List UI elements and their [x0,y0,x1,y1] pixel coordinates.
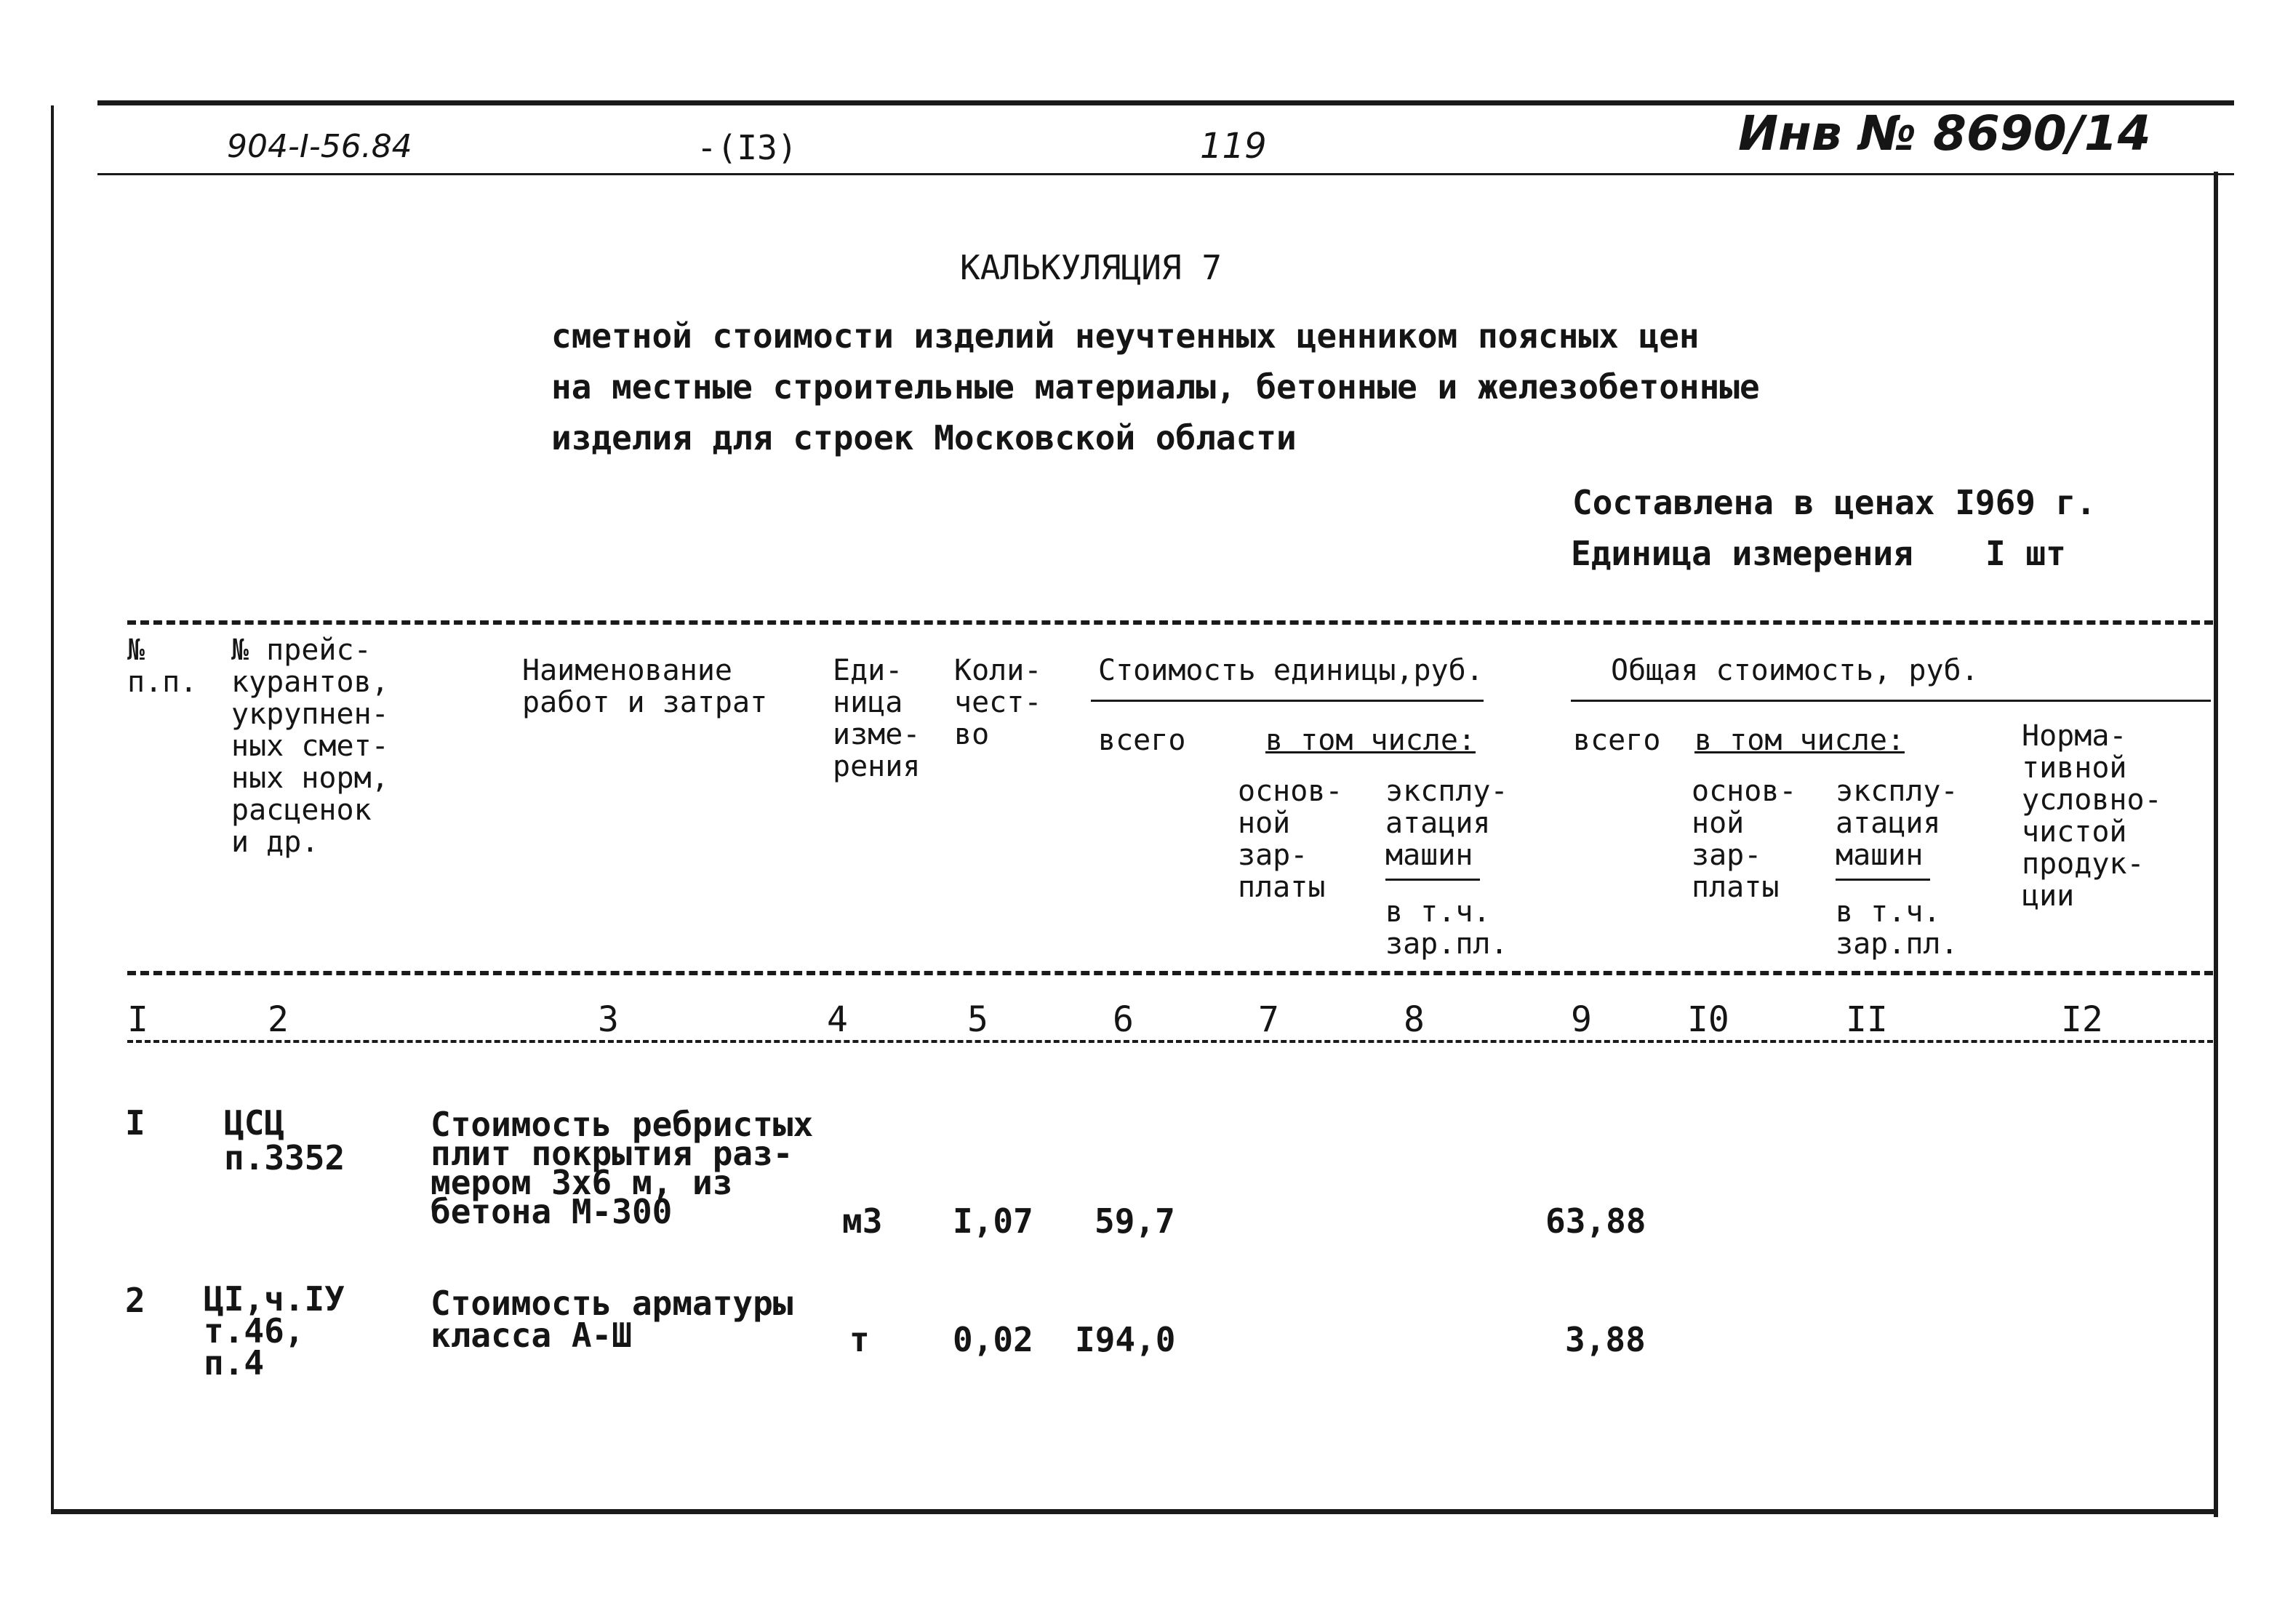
col-header-num: № п.п. [127,633,198,699]
unit-cost-including-header: в том числе: [1265,724,1476,757]
prices-note: Составлена в ценах I969 г. [1572,483,2097,522]
unit-cost-machine-rule [1385,879,1480,881]
page-number: 119 [1200,126,1267,167]
group-header-unit-cost: Стоимость единицы,руб. [1098,654,1484,687]
frame-top-border [97,100,2234,105]
total-cost-including-header: в том числе: [1694,724,1905,757]
column-number: I0 [1687,999,1729,1040]
header-bottom-rule [127,971,2213,975]
unit-cost-total-header: всего [1098,724,1186,757]
document-title: КАЛЬКУЛЯЦИЯ 7 [960,248,1222,287]
row-2-quantity: 0,02 [953,1320,1033,1359]
row-2-number: 2 [125,1281,145,1320]
row-2-unit: т [849,1320,870,1359]
column-number: 3 [598,999,619,1040]
column-number: I [127,999,148,1040]
unit-cost-group-rule [1091,700,1484,702]
total-cost-machine-rule [1836,879,1930,881]
unit-cost-machine-header: эксплу- атация машин [1385,775,1508,872]
total-cost-incl-wages-header: в т.ч. зар.пл. [1836,895,1958,961]
subtitle-line-1: сметной стоимости изделий неучтенных ценником поясных цен [551,316,1700,356]
frame-right-border [2214,172,2218,1517]
column-number: 9 [1571,999,1592,1040]
col-header-name: Наименование работ и затрат [522,654,768,719]
row-1-unit: м3 [842,1201,883,1241]
total-cost-base-wages-header: основ- ной зар- платы [1692,775,1797,904]
project-code: 904-I-56.84 [227,128,412,165]
col-header-qty: Коли- чест- во [954,654,1042,751]
header-rule [97,173,2234,175]
total-cost-machine-header: эксплу- атация машин [1836,775,1958,872]
column-number: 7 [1258,999,1279,1040]
sheet-number: -(I3) [697,128,798,167]
row-1-name: Стоимость ребристых плит покрытия раз- мером 3х6 м, из бетона М-300 [431,1105,814,1231]
column-number: 5 [967,999,988,1040]
unit-value: I шт [1985,534,2066,573]
frame-bottom-border [51,1509,2218,1514]
group-header-total-cost: Общая стоимость, руб. [1611,654,1979,687]
row-2-reference: ЦI,ч.IУ т.46, п.4 [204,1279,345,1383]
row-1-unit-total: 59,7 [1095,1201,1175,1241]
col-header-ref: № прейс- курантов, укрупнен- ных смет- ных норм, расценок и др. [231,633,389,859]
column-number: 2 [268,999,289,1040]
column-number: II [1846,999,1888,1040]
row-2-unit-total: I94,0 [1075,1320,1176,1359]
total-cost-group-rule [1571,700,2211,702]
column-number: 6 [1113,999,1134,1040]
col-header-unit: Еди- ница изме- рения [833,654,921,783]
row-1-reference: ЦСЦ п.3352 [224,1103,345,1177]
frame-left-border [51,105,54,1509]
row-2-total: 3,88 [1565,1320,1646,1359]
column-number: I2 [2061,999,2103,1040]
unit-cost-incl-wages-header: в т.ч. зар.пл. [1385,895,1508,961]
row-1-number: I [125,1103,145,1143]
unit-label: Единица измерения [1571,534,1913,573]
column-numbers-rule [127,1040,2213,1043]
subtitle-line-2: на местные строительные материалы, бетонные и железобетонные [551,367,1760,407]
subtitle-line-3: изделия для строек Московской области [551,418,1297,457]
column-number: 8 [1404,999,1425,1040]
row-2-name: Стоимость арматуры класса А-Ш [431,1284,793,1355]
unit-cost-base-wages-header: основ- ной зар- платы [1238,775,1343,904]
column-number: 4 [827,999,848,1040]
normative-header: Норма- тивной условно- чистой продук- ции [2022,719,2162,913]
table-top-rule [127,620,2213,625]
row-1-quantity: I,07 [953,1201,1033,1241]
total-cost-total-header: всего [1573,724,1661,757]
inventory-number: Инв № 8690/14 [1738,105,2151,161]
row-1-total: 63,88 [1545,1201,1646,1241]
